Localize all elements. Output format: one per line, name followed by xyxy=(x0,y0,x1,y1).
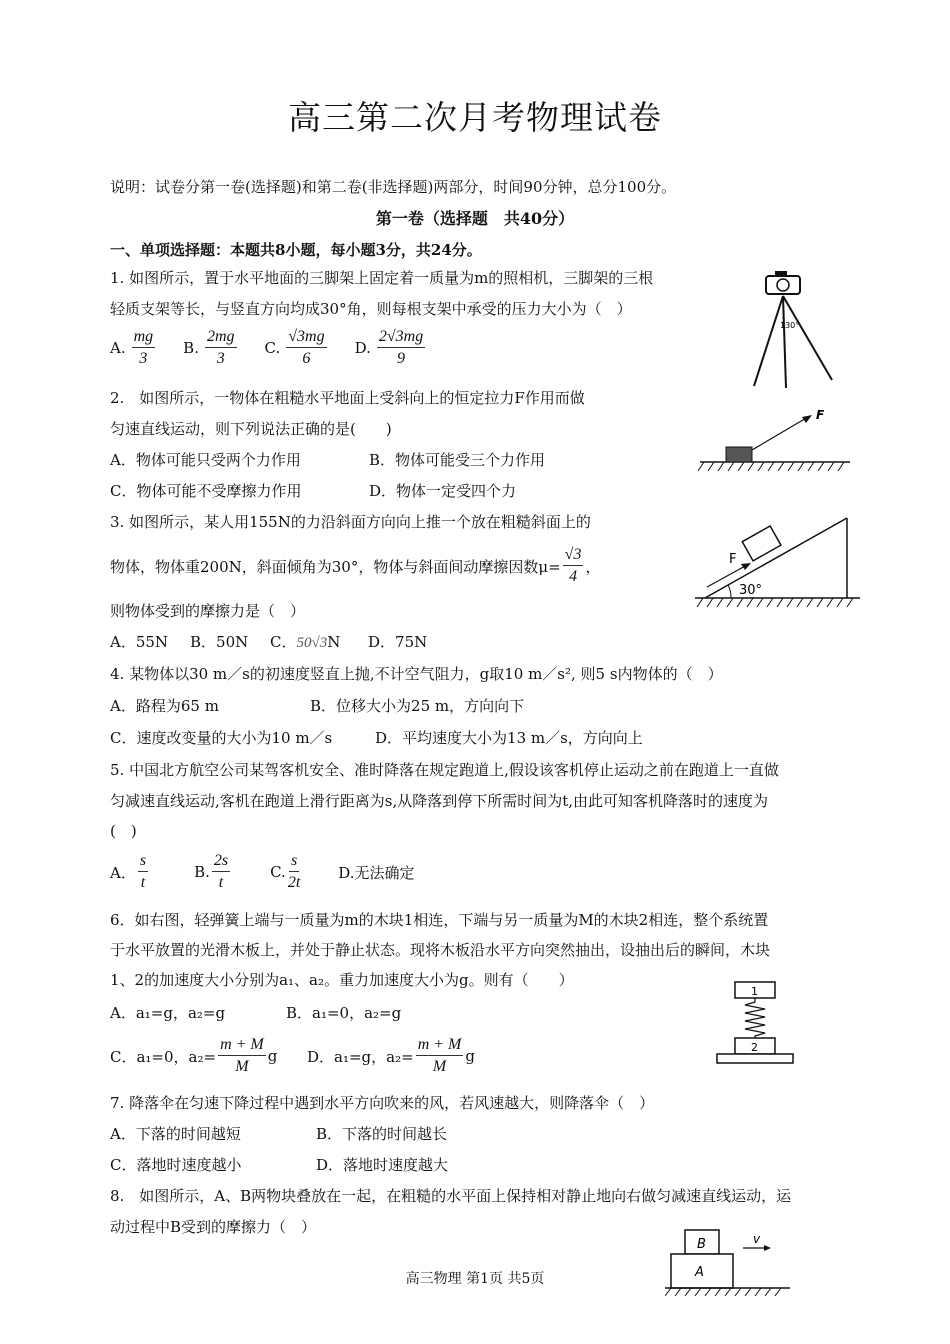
q1-option-a-fraction: $\frac{mg}{3}$ xyxy=(133,328,154,367)
block-a-label: A xyxy=(695,1265,704,1280)
spring xyxy=(745,998,765,1038)
q7-option-b: B．下落的时间越长 xyxy=(316,1125,448,1143)
q1-option-b-label: B. xyxy=(183,339,199,357)
q4-stem: 4. 某物体以30 m／s的初速度竖直上抛,不计空气阻力，g取10 m／s², 则5 s内物体的（ ） xyxy=(110,665,723,683)
q3-stem-line3: 则物体受到的摩擦力是（ ） xyxy=(110,602,306,620)
q6-option-a: A．a₁=g，a₂=g xyxy=(110,1004,226,1022)
q3-mu-fraction: $\frac{√3}{4}$ xyxy=(564,546,582,585)
incline-figure xyxy=(695,515,865,610)
q5-option-a-fraction: $\frac{s}{t}$ xyxy=(139,852,147,891)
q2-option-b: B．物体可能受三个力作用 xyxy=(369,451,546,469)
q7-stem: 7. 降落伞在匀速下降过程中遇到水平方向吹来的风，若风速越大，则降落伞（ ） xyxy=(110,1094,655,1112)
q5-option-c-label: C. xyxy=(270,863,286,881)
tripod-camera-figure xyxy=(740,268,850,393)
board xyxy=(717,1054,793,1063)
q1-option-b-fraction: $\frac{2mg}{3}$ xyxy=(206,328,235,367)
incline-block xyxy=(742,526,781,561)
q6-stem-line3: 1、2的加速度大小分别为a₁、a₂。重力加速度大小为g。则有（ ） xyxy=(110,971,574,989)
q5-options xyxy=(110,852,415,892)
q8-stem-line1: 8. 如图所示，A、B两物块叠放在一起，在粗糙的水平面上保持相对静止地向右做匀减速直线运动，运 xyxy=(110,1187,792,1205)
q2-option-d: D．物体一定受四个力 xyxy=(369,482,517,500)
q3-option-c: C．50√3N xyxy=(270,633,341,651)
q6-stem-line1: 6．如右图，轻弹簧上端与一质量为m的木块1相连，下端与另一质量为M的木块2相连，整个系统置 xyxy=(110,911,769,929)
q6-option-b: B．a₁=0，a₂=g xyxy=(286,1004,402,1022)
spring-blocks-figure xyxy=(705,978,800,1073)
q7-option-c: C．落地时速度越小 xyxy=(110,1156,242,1174)
section-heading: 第一卷（选择题 共40分） xyxy=(375,209,575,228)
exam-note: 说明：试卷分第一卷(选择题)和第二卷(非选择题)两部分，时间90分钟，总分100分。 xyxy=(110,178,677,196)
push-force-label: F xyxy=(729,552,737,567)
q3-stem-text: 物体，物体重200N，斜面倾角为30°，物体与斜面间动摩擦因数μ= xyxy=(110,557,561,576)
q1-option-c-label: C. xyxy=(264,339,281,357)
q5-option-a-label: A． xyxy=(110,863,136,882)
q1-option-a-label: A. xyxy=(110,339,126,357)
q1-stem-line1: 1. 如图所示，置于水平地面的三脚架上固定着一质量为m的照相机，三脚架的三根 xyxy=(110,269,654,287)
q6-option-c: C．a₁=0，a₂= $\frac{m + M}{M}$ g xyxy=(110,1036,278,1075)
q5-option-b-fraction: $\frac{2s}{t}$ xyxy=(213,852,229,891)
q5-option-b-label: B. xyxy=(194,863,210,881)
part-heading: 一、单项选择题：本题共8小题，每小题3分，共24分。 xyxy=(110,241,482,259)
q3-stem-line1: 3. 如图所示，某人用155N的力沿斜面方向向上推一个放在粗糙斜面上的 xyxy=(110,513,591,531)
q3-stem-line2 xyxy=(110,546,600,586)
block xyxy=(726,447,752,462)
q5-option-d: D.无法确定 xyxy=(338,863,415,882)
page-title: 高三第二次月考物理试卷 xyxy=(288,98,662,137)
block-2-label: 2 xyxy=(751,1041,758,1054)
q3-stem-comma: ， xyxy=(585,557,601,576)
q1-option-d-fraction: $\frac{2√3mg}{9}$ xyxy=(378,328,424,367)
q5-stem-line2: 匀减速直线运动,客机在跑道上滑行距离为s,从降落到停下所需时间为t,由此可知客机降落时的速度为 xyxy=(110,792,769,810)
q4-option-b: B．位移大小为25 m，方向向下 xyxy=(310,697,525,715)
q2-option-c: C．物体可能不受摩擦力作用 xyxy=(110,482,302,500)
q1-stem-line2: 轻质支架等长，与竖直方向均成30°角，则每根支架中承受的压力大小为（ ） xyxy=(110,300,632,318)
q5-stem-line3: ( ) xyxy=(110,822,137,840)
q1-option-d-label: D. xyxy=(354,339,371,357)
q6-stem-line2: 于水平放置的光滑木板上，并处于静止状态。现将木板沿水平方向突然抽出，设抽出后的瞬间，木块 xyxy=(110,941,771,959)
q7-option-a: A．下落的时间越短 xyxy=(110,1125,241,1143)
q5-option-c-fraction: $\frac{s}{2t}$ xyxy=(287,852,301,891)
q1-options xyxy=(110,328,427,368)
q4-option-a: A．路程为65 m xyxy=(110,697,219,715)
q6-option-d: D．a₁=g，a₂= $\frac{m + M}{M}$ g xyxy=(307,1036,475,1075)
stacked-blocks-figure xyxy=(665,1228,795,1302)
q4-option-c: C．速度改变量的大小为10 m／s xyxy=(110,729,333,747)
q8-stem-line2: 动过程中B受到的摩擦力（ ） xyxy=(110,1218,317,1236)
q3-option-b: B．50N xyxy=(190,633,249,651)
tripod-angle-label: 130° xyxy=(780,321,800,330)
block-1-label: 1 xyxy=(751,985,758,998)
q2-stem-line1: 2. 如图所示，一物体在粗糙水平地面上受斜向上的恒定拉力F作用而做 xyxy=(110,389,585,407)
page-footer: 高三物理 第1页 共5页 xyxy=(405,1271,545,1287)
q2-option-a: A．物体可能只受两个力作用 xyxy=(110,451,301,469)
q5-stem-line1: 5. 中国北方航空公司某驾客机安全、准时降落在规定跑道上,假设该客机停止运动之前在跑道上一直做 xyxy=(110,761,779,779)
velocity-label: v xyxy=(753,1232,761,1246)
q3-option-a: A．55N xyxy=(110,633,169,651)
q3-option-d: D．75N xyxy=(368,633,428,651)
incline-angle-label: 30° xyxy=(739,583,763,598)
block-b-label: B xyxy=(697,1237,706,1252)
pulled-block-figure xyxy=(698,405,858,477)
force-label: F xyxy=(816,408,825,422)
q2-stem-line2: 匀速直线运动，则下列说法正确的是( ) xyxy=(110,420,392,438)
q7-option-d: D．落地时速度越大 xyxy=(316,1156,449,1174)
q4-option-d: D．平均速度大小为13 m／s，方向向上 xyxy=(375,729,643,747)
q1-option-c-fraction: $\frac{√3mg}{6}$ xyxy=(288,328,325,367)
